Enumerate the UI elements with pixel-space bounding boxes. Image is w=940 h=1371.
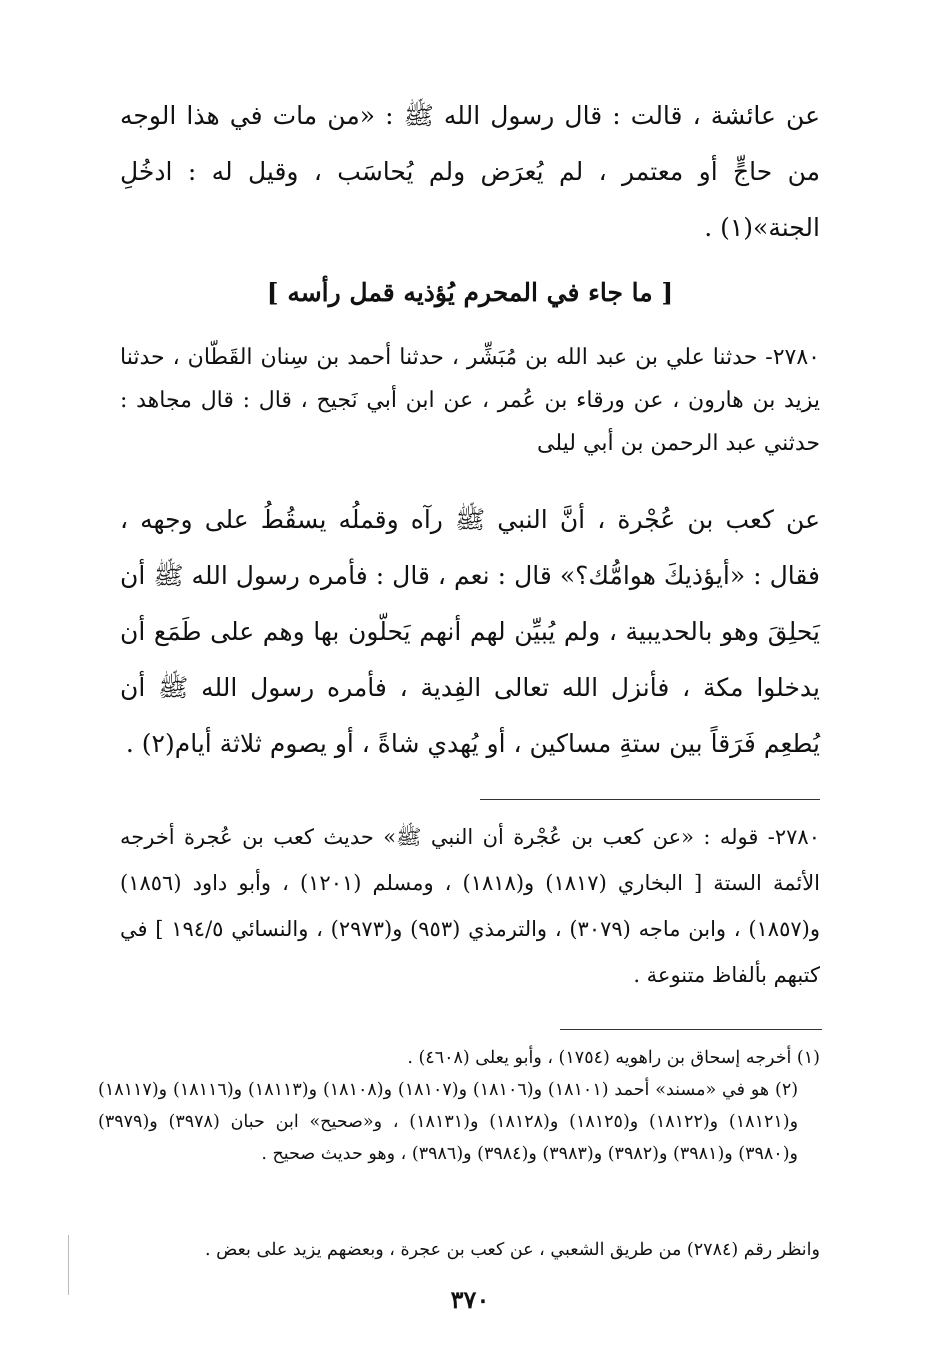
footnote-2-continued: وانظر رقم (٢٧٨٤) من طريق الشعبي ، عن كعب بن عجرة ، وبعضهم يزيد على بعض . [205, 1240, 820, 1260]
footnote-2: (٢) هو في «مسند» أحمد (١٨١٠١) و(١٨١٠٦) و(١٨١٠٧) و(١٨١٠٨) و(١٨١١٣) و(١٨١١٦) و(١٨١١٧) و(١٨١٢١) و(١٨١٢٢) و(١٨١٢٥) و(١٨١٢٨) و(١٨١٣١) ، و«صحيح» ابن حبان (٣٩٧٨) و(٣٩٧٩) و(٣٩٨٠) و(٣٩٨١) و(٣٩٨٢) و(٣٩٨٣) و(٣٩٨٤) و(٣٩٨٦) ، وهو حديث صحيح . [98, 1080, 799, 1164]
footnote-divider [560, 1029, 822, 1030]
chapter-heading: [ ما جاء في المحرم يُؤذيه قمل رأسه ] [266, 278, 674, 307]
commentary-note: ٢٧٨٠- قوله : «عن كعب بن عُجْرة أن النبي ﷺ» حديث كعب بن عُجرة أخرجه الأئمة الستة [ البخاري (١٨١٧) و(١٨١٨) ، ومسلم (١٢٠١) ، وأبو داود (١٨٥٦) و(١٨٥٧) ، وابن ماجه (٣٠٧٩) ، والترمذي (٩٥٣) و(٢٩٧٣) ، والنسائي ١٩٤/٥ ] في كتبهم بألفاظ متنوعة . [120, 825, 821, 987]
hadith-paragraph-aisha: عن عائشة ، قالت : قال رسول الله ﷺ : «من مات في هذا الوجه من حاجٍّ أو معتمر ، لم يُعرَض ولم يُحاسَب ، وقيل له : ادخُلِ الجنة»(١) . [120, 101, 820, 242]
isnad-chain: ٢٧٨٠- حدثنا علي بن عبد الله بن مُبَشِّر ، حدثنا أحمد بن سِنان القَطّان ، حدثنا يزيد بن هارون ، عن ورقاء بن عُمر ، عن ابن أبي نَجيح ، قال : قال مجاهد : حدثني عبد الرحمن بن أبي ليلى [120, 345, 820, 456]
page-number: ٣٧٠ [450, 1285, 490, 1314]
footnote-1: (١) أخرجه إسحاق بن راهويه (١٧٥٤) ، وأبو يعلى (٤٦٠٨) . [407, 1048, 820, 1068]
commentary-divider [480, 799, 820, 800]
hadith-paragraph-kaab: عن كعب بن عُجْرة ، أنَّ النبي ﷺ رآه وقملُه يسقُطُ على وجهه ، فقال : «أيؤذيكَ هوامُّك؟» قال : نعم ، قال : فأمره رسول الله ﷺ أن يَحلِقَ وهو بالحديبية ، ولم يُبيِّن لهم أنهم يَحلّون بها وهم على طَمَع أن يدخلوا مكة ، فأنزل الله تعالى الفِدية ، فأمره رسول الله ﷺ أن يُطعِم فَرَقاً بين ستةِ مساكين ، أو يُهدي شاةً ، أو يصوم ثلاثة أيام(٢) . [120, 505, 820, 758]
